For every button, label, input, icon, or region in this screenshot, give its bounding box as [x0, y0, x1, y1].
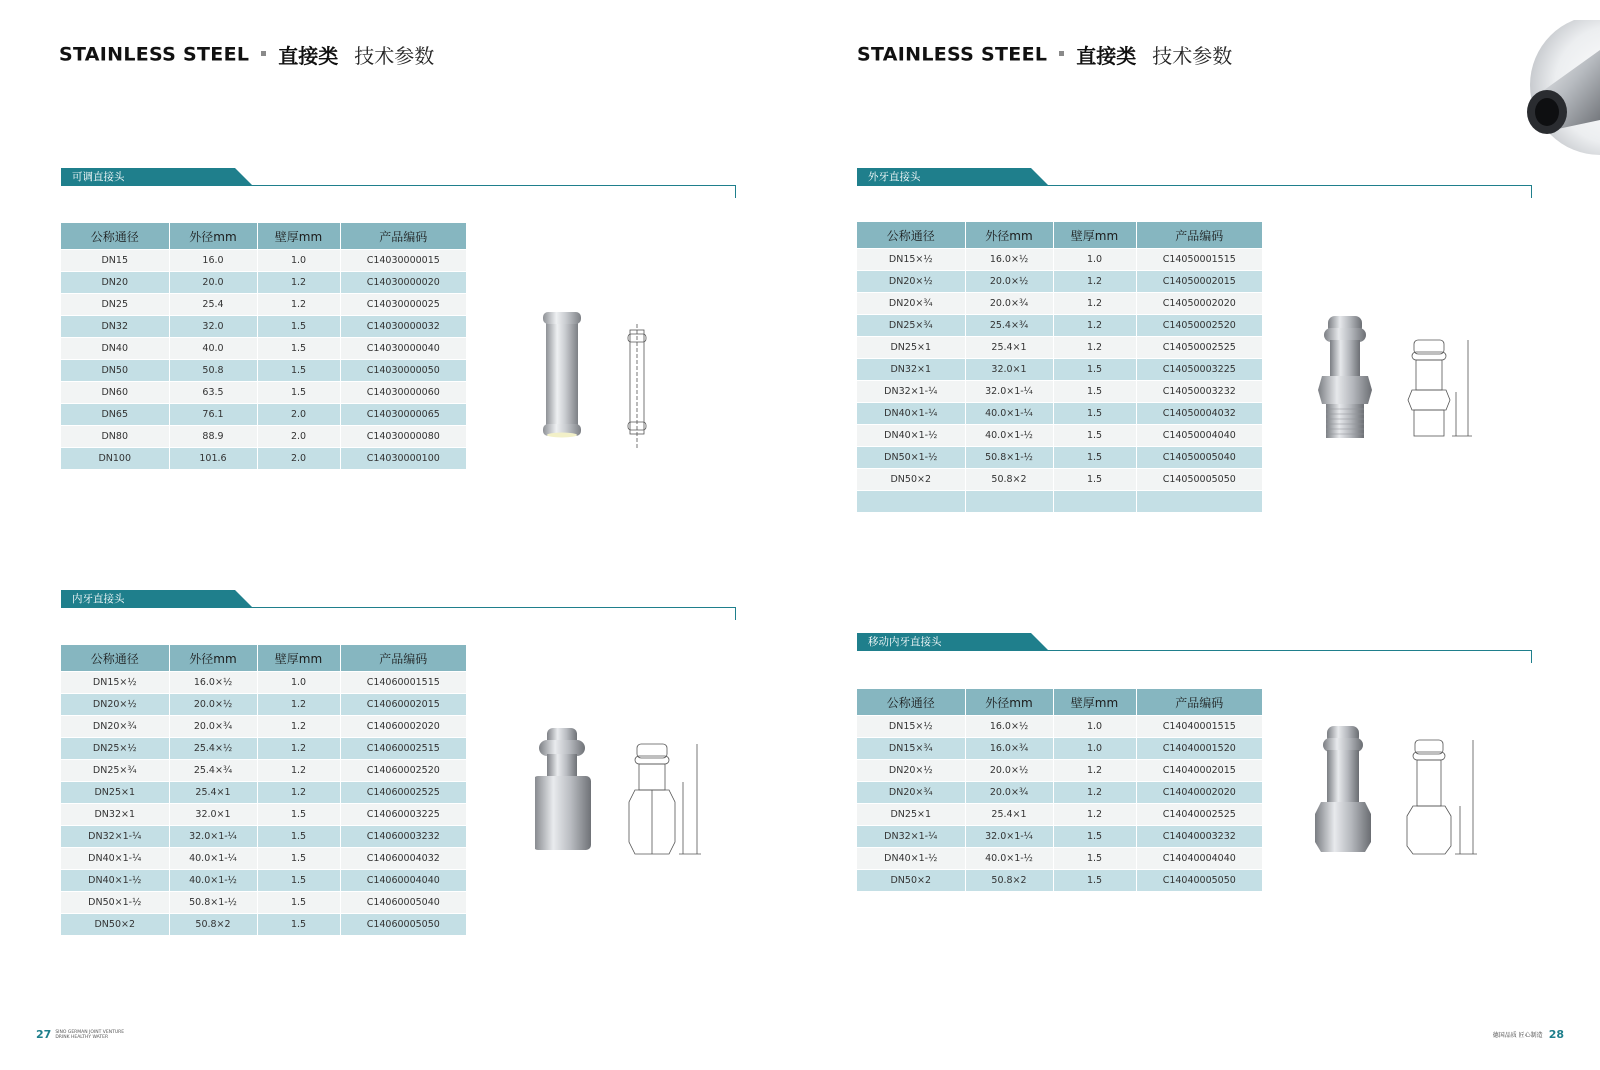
cell-od: 32.0×1 — [965, 359, 1053, 381]
cell-wall: 1.5 — [257, 316, 340, 338]
cell-wall: 1.2 — [1053, 315, 1136, 337]
cell-nominal: DN60 — [61, 382, 169, 404]
cell-od: 32.0×1-¼ — [965, 381, 1053, 403]
col-header-wall: 壁厚mm — [1053, 689, 1136, 716]
cell-od: 32.0×1 — [169, 804, 257, 826]
cell-od: 16.0×¾ — [965, 738, 1053, 760]
cell-wall: 1.2 — [1053, 337, 1136, 359]
table-row — [857, 249, 1262, 271]
cell-nominal — [857, 491, 965, 513]
header-dot — [1059, 51, 1064, 56]
cell-code: C14060002520 — [340, 760, 466, 782]
table-row — [61, 694, 466, 716]
table-row — [61, 738, 466, 760]
footer-slogan: 德国品质 匠心制造 — [1492, 1032, 1543, 1039]
cell-od: 20.0×½ — [965, 760, 1053, 782]
cell-nominal: DN15×½ — [61, 672, 169, 694]
cell-od: 25.4×1 — [169, 782, 257, 804]
cell-code: C14060001515 — [340, 672, 466, 694]
section-rule-end — [1531, 185, 1532, 198]
cell-code: C14060002015 — [340, 694, 466, 716]
cell-nominal: DN40×1-¼ — [61, 848, 169, 870]
cell-nominal: DN50×2 — [857, 870, 965, 892]
cell-code: C14060002525 — [340, 782, 466, 804]
table-row — [857, 804, 1262, 826]
cell-nominal: DN32×1-¼ — [857, 381, 965, 403]
cell-od: 25.4×1 — [965, 804, 1053, 826]
cell-od: 50.8×1-½ — [965, 447, 1053, 469]
cell-od: 20.0×¾ — [965, 782, 1053, 804]
cell-nominal: DN80 — [61, 426, 169, 448]
cell-wall: 1.2 — [257, 294, 340, 316]
cell-nominal: DN20×½ — [61, 694, 169, 716]
table-row — [61, 272, 466, 294]
cell-nominal: DN50×1-½ — [61, 892, 169, 914]
coupling-drawing — [628, 324, 646, 448]
cell-nominal: DN40 — [61, 338, 169, 360]
section-rule — [61, 185, 736, 186]
table-row — [61, 426, 466, 448]
cell-wall: 1.5 — [257, 360, 340, 382]
table-header-row — [857, 689, 1262, 716]
cell-od: 50.8×2 — [965, 469, 1053, 491]
cell-od: 101.6 — [169, 448, 257, 470]
cell-nominal: DN15×½ — [857, 716, 965, 738]
cell-wall: 1.5 — [257, 914, 340, 936]
cell-wall: 2.0 — [257, 426, 340, 448]
header-en-title: STAINLESS STEEL — [857, 43, 1048, 66]
cell-code: C14040002525 — [1136, 804, 1262, 826]
cell-wall: 1.5 — [1053, 447, 1136, 469]
col-header-code: 产品编码 — [340, 645, 466, 672]
cell-code: C14030000100 — [340, 448, 466, 470]
spec-table-swivel-female — [857, 689, 1262, 891]
col-header-nominal: 公称通径 — [857, 689, 965, 716]
col-header-od: 外径mm — [169, 645, 257, 672]
cell-nominal: DN20×¾ — [857, 293, 965, 315]
table-row — [857, 760, 1262, 782]
cell-od: 32.0×1-¼ — [965, 826, 1053, 848]
adapter-neck — [547, 754, 577, 778]
cell-wall: 1.5 — [1053, 848, 1136, 870]
corner-pipe-photo — [1505, 20, 1600, 155]
cell-wall: 1.5 — [257, 804, 340, 826]
cell-od: 20.0×½ — [169, 694, 257, 716]
cell-od: 16.0×½ — [169, 672, 257, 694]
cell-code: C14040002015 — [1136, 760, 1262, 782]
cell-od: 40.0 — [169, 338, 257, 360]
cell-wall: 1.0 — [257, 250, 340, 272]
cell-nominal: DN15×¾ — [857, 738, 965, 760]
male-ring — [1324, 328, 1366, 342]
col-header-wall: 壁厚mm — [257, 645, 340, 672]
left-page-header — [59, 40, 434, 72]
section-rule-end — [735, 185, 736, 198]
cell-nominal: DN25×¾ — [857, 315, 965, 337]
cell-nominal: DN100 — [61, 448, 169, 470]
table-row — [61, 294, 466, 316]
cell-od: 50.8 — [169, 360, 257, 382]
swivel-neck — [1327, 750, 1359, 802]
cell-wall: 1.2 — [1053, 782, 1136, 804]
section-rule — [857, 185, 1532, 186]
cell-wall: 1.5 — [1053, 359, 1136, 381]
swivel-ring — [1323, 738, 1363, 752]
cell-code: C14050003232 — [1136, 381, 1262, 403]
cell-wall: 1.0 — [1053, 249, 1136, 271]
cell-od: 16.0×½ — [965, 716, 1053, 738]
table-row — [61, 848, 466, 870]
cell-nominal: DN25×¾ — [61, 760, 169, 782]
cell-code: C14050002520 — [1136, 315, 1262, 337]
spec-table-adjustable — [61, 223, 466, 469]
cell-code: C14050002020 — [1136, 293, 1262, 315]
cell-od: 50.8×1-½ — [169, 892, 257, 914]
cell-nominal: DN25 — [61, 294, 169, 316]
cell-code: C14050001515 — [1136, 249, 1262, 271]
cell-code: C14060003232 — [340, 826, 466, 848]
cell-od: 20.0×¾ — [965, 293, 1053, 315]
cell-nominal: DN20×½ — [857, 760, 965, 782]
cell-wall — [1053, 491, 1136, 513]
col-header-nominal: 公称通径 — [61, 223, 169, 250]
cell-code: C14030000040 — [340, 338, 466, 360]
spec-table-male-thread — [857, 222, 1262, 512]
cell-od: 63.5 — [169, 382, 257, 404]
cell-code: C14030000060 — [340, 382, 466, 404]
cell-wall: 1.5 — [1053, 381, 1136, 403]
spec-table-female-thread — [61, 645, 466, 935]
cell-nominal: DN25×1 — [61, 782, 169, 804]
table-row — [61, 338, 466, 360]
cell-wall: 1.5 — [257, 870, 340, 892]
cell-nominal: DN32×1 — [857, 359, 965, 381]
table-row — [857, 716, 1262, 738]
cell-od: 25.4 — [169, 294, 257, 316]
section-title: 可调直接头 — [72, 171, 125, 183]
cell-nominal: DN50×2 — [857, 469, 965, 491]
coupling-seal — [547, 433, 577, 438]
cell-wall: 1.5 — [257, 892, 340, 914]
header-dot — [261, 51, 266, 56]
cell-code: C14040001515 — [1136, 716, 1262, 738]
cell-wall: 1.5 — [1053, 403, 1136, 425]
cell-od: 32.0 — [169, 316, 257, 338]
cell-nominal: DN15 — [61, 250, 169, 272]
cell-code: C14050002015 — [1136, 271, 1262, 293]
cell-code: C14030000050 — [340, 360, 466, 382]
col-header-od: 外径mm — [169, 223, 257, 250]
table-row — [857, 491, 1262, 513]
cell-od — [965, 491, 1053, 513]
table-row — [61, 404, 466, 426]
swivel-adapter-image — [1315, 722, 1500, 862]
table-row — [61, 870, 466, 892]
table-row — [61, 716, 466, 738]
cell-nominal: DN50×2 — [61, 914, 169, 936]
cell-nominal: DN32×1-¼ — [61, 826, 169, 848]
right-footer — [1493, 1024, 1564, 1043]
male-adapter-image — [1318, 312, 1503, 452]
col-header-wall: 壁厚mm — [257, 223, 340, 250]
table-row — [857, 782, 1262, 804]
cell-nominal: DN25×1 — [857, 337, 965, 359]
table-row — [857, 403, 1262, 425]
cell-code: C14040002020 — [1136, 782, 1262, 804]
adjustable-coupling-image — [540, 308, 680, 448]
table-row — [61, 760, 466, 782]
col-header-od: 外径mm — [965, 222, 1053, 249]
section-title: 移动内牙直接头 — [868, 636, 942, 648]
corner-pipe-bore — [1535, 98, 1559, 126]
table-row — [857, 293, 1262, 315]
cell-code: C14050002525 — [1136, 337, 1262, 359]
cell-wall: 1.2 — [1053, 271, 1136, 293]
cell-nominal: DN20×¾ — [857, 782, 965, 804]
cell-nominal: DN25×1 — [857, 804, 965, 826]
cell-od: 16.0×½ — [965, 249, 1053, 271]
cell-od: 20.0×¾ — [169, 716, 257, 738]
cell-nominal: DN25×½ — [61, 738, 169, 760]
footer-tagline-line1: SINO GERMAN JOINT VENTURE — [55, 1029, 125, 1035]
cell-od: 76.1 — [169, 404, 257, 426]
col-header-nominal: 公称通径 — [61, 645, 169, 672]
cell-nominal: DN20 — [61, 272, 169, 294]
cell-wall: 1.2 — [1053, 293, 1136, 315]
cell-code: C14060005040 — [340, 892, 466, 914]
table-row — [857, 738, 1262, 760]
col-header-nominal: 公称通径 — [857, 222, 965, 249]
table-row — [61, 250, 466, 272]
left-footer — [36, 1024, 124, 1043]
table-row — [61, 382, 466, 404]
section-rule-end — [735, 607, 736, 620]
cell-code: C14060003225 — [340, 804, 466, 826]
cell-nominal: DN20×¾ — [61, 716, 169, 738]
table-header-row — [857, 222, 1262, 249]
table-row — [857, 826, 1262, 848]
cell-od: 25.4×½ — [169, 738, 257, 760]
cell-od: 20.0 — [169, 272, 257, 294]
cell-code: C14040004040 — [1136, 848, 1262, 870]
page-number-left: 27 — [36, 1028, 52, 1041]
header-subtitle: 技术参数 — [354, 44, 435, 68]
section-rule-end — [1531, 650, 1532, 663]
cell-wall: 1.5 — [257, 826, 340, 848]
table-row — [857, 381, 1262, 403]
cell-wall: 1.5 — [257, 382, 340, 404]
header-category: 直接类 — [278, 44, 339, 68]
cell-code: C14050005040 — [1136, 447, 1262, 469]
cell-wall: 1.2 — [257, 782, 340, 804]
footer-tagline — [55, 1030, 124, 1040]
adapter-hex — [535, 776, 591, 850]
swivel-nut — [1315, 802, 1371, 852]
table-row — [857, 870, 1262, 892]
cell-nominal: DN40×1-¼ — [857, 403, 965, 425]
table-header-row — [61, 223, 466, 250]
cell-wall: 2.0 — [257, 448, 340, 470]
cell-od: 25.4×1 — [965, 337, 1053, 359]
cell-nominal: DN50 — [61, 360, 169, 382]
cell-code: C14030000015 — [340, 250, 466, 272]
cell-nominal: DN15×½ — [857, 249, 965, 271]
male-neck — [1330, 340, 1360, 376]
cell-wall: 1.2 — [257, 716, 340, 738]
header-category: 直接类 — [1076, 44, 1137, 68]
section-title: 外牙直接头 — [868, 171, 921, 183]
cell-wall: 1.0 — [1053, 716, 1136, 738]
cell-nominal: DN32×1-¼ — [857, 826, 965, 848]
cell-nominal: DN32×1 — [61, 804, 169, 826]
table-row — [61, 672, 466, 694]
section-rule — [857, 650, 1532, 651]
cell-wall: 1.2 — [257, 738, 340, 760]
cell-code — [1136, 491, 1262, 513]
footer-tagline-line2: DRINK HEALTHY WATER — [55, 1034, 109, 1040]
cell-code: C14040001520 — [1136, 738, 1262, 760]
cell-wall: 1.5 — [257, 848, 340, 870]
table-row — [857, 425, 1262, 447]
cell-wall: 1.2 — [1053, 760, 1136, 782]
cell-code: C14060002515 — [340, 738, 466, 760]
col-header-code: 产品编码 — [1136, 689, 1262, 716]
table-row — [857, 271, 1262, 293]
cell-od: 32.0×1-¼ — [169, 826, 257, 848]
section-title: 内牙直接头 — [72, 593, 125, 605]
cell-od: 25.4×¾ — [965, 315, 1053, 337]
cell-code: C14060002020 — [340, 716, 466, 738]
adapter-ring — [539, 740, 585, 756]
table-row — [857, 337, 1262, 359]
cell-od: 40.0×1-½ — [965, 848, 1053, 870]
col-header-od: 外径mm — [965, 689, 1053, 716]
table-row — [61, 892, 466, 914]
table-row — [61, 804, 466, 826]
table-row — [857, 469, 1262, 491]
cell-od: 25.4×¾ — [169, 760, 257, 782]
cell-wall: 1.2 — [257, 694, 340, 716]
cell-code: C14050004040 — [1136, 425, 1262, 447]
header-subtitle: 技术参数 — [1152, 44, 1233, 68]
cell-od: 88.9 — [169, 426, 257, 448]
cell-code: C14050005050 — [1136, 469, 1262, 491]
right-page-header — [857, 40, 1232, 72]
table-row — [61, 448, 466, 470]
cell-wall: 1.2 — [257, 272, 340, 294]
cell-od: 40.0×1-½ — [169, 870, 257, 892]
cell-code: C14030000032 — [340, 316, 466, 338]
male-drawing — [1408, 340, 1472, 436]
table-header-row — [61, 645, 466, 672]
cell-code: C14060004032 — [340, 848, 466, 870]
cell-nominal: DN40×1-½ — [61, 870, 169, 892]
cell-wall: 1.5 — [1053, 425, 1136, 447]
table-row — [857, 848, 1262, 870]
coupling-body — [546, 316, 578, 434]
cell-code: C14050003225 — [1136, 359, 1262, 381]
cell-wall: 1.0 — [257, 672, 340, 694]
header-en-title: STAINLESS STEEL — [59, 43, 250, 66]
cell-od: 50.8×2 — [169, 914, 257, 936]
table-row — [857, 447, 1262, 469]
cell-nominal: DN40×1-½ — [857, 425, 965, 447]
cell-code: C14040005050 — [1136, 870, 1262, 892]
cell-nominal: DN32 — [61, 316, 169, 338]
table-row — [857, 359, 1262, 381]
col-header-code: 产品编码 — [340, 223, 466, 250]
adapter-drawing — [629, 744, 701, 854]
table-row — [857, 315, 1262, 337]
table-row — [61, 826, 466, 848]
col-header-wall: 壁厚mm — [1053, 222, 1136, 249]
cell-nominal: DN40×1-½ — [857, 848, 965, 870]
cell-od: 40.0×1-¼ — [169, 848, 257, 870]
cell-wall: 1.5 — [257, 338, 340, 360]
male-hex — [1318, 376, 1372, 404]
cell-od: 16.0 — [169, 250, 257, 272]
cell-code: C14030000020 — [340, 272, 466, 294]
col-header-code: 产品编码 — [1136, 222, 1262, 249]
cell-wall: 1.2 — [257, 760, 340, 782]
coupling-ring-top — [543, 312, 581, 324]
cell-wall: 1.5 — [1053, 870, 1136, 892]
cell-od: 20.0×½ — [965, 271, 1053, 293]
swivel-drawing — [1407, 740, 1477, 854]
cell-nominal: DN20×½ — [857, 271, 965, 293]
cell-od: 40.0×1-½ — [965, 425, 1053, 447]
cell-code: C14030000025 — [340, 294, 466, 316]
table-row — [61, 360, 466, 382]
table-row — [61, 316, 466, 338]
table-row — [61, 914, 466, 936]
cell-code: C14030000080 — [340, 426, 466, 448]
cell-wall: 1.0 — [1053, 738, 1136, 760]
page-number-right: 28 — [1548, 1028, 1564, 1041]
cell-wall: 2.0 — [257, 404, 340, 426]
cell-code: C14060005050 — [340, 914, 466, 936]
section-rule — [61, 607, 736, 608]
cell-wall: 1.5 — [1053, 469, 1136, 491]
cell-code: C14040003232 — [1136, 826, 1262, 848]
table-row — [61, 782, 466, 804]
cell-nominal: DN50×1-½ — [857, 447, 965, 469]
cell-code: C14030000065 — [340, 404, 466, 426]
female-adapter-image — [535, 722, 725, 862]
cell-wall: 1.5 — [1053, 826, 1136, 848]
cell-od: 50.8×2 — [965, 870, 1053, 892]
cell-code: C14060004040 — [340, 870, 466, 892]
cell-code: C14050004032 — [1136, 403, 1262, 425]
cell-nominal: DN65 — [61, 404, 169, 426]
cell-od: 40.0×1-¼ — [965, 403, 1053, 425]
cell-wall: 1.2 — [1053, 804, 1136, 826]
